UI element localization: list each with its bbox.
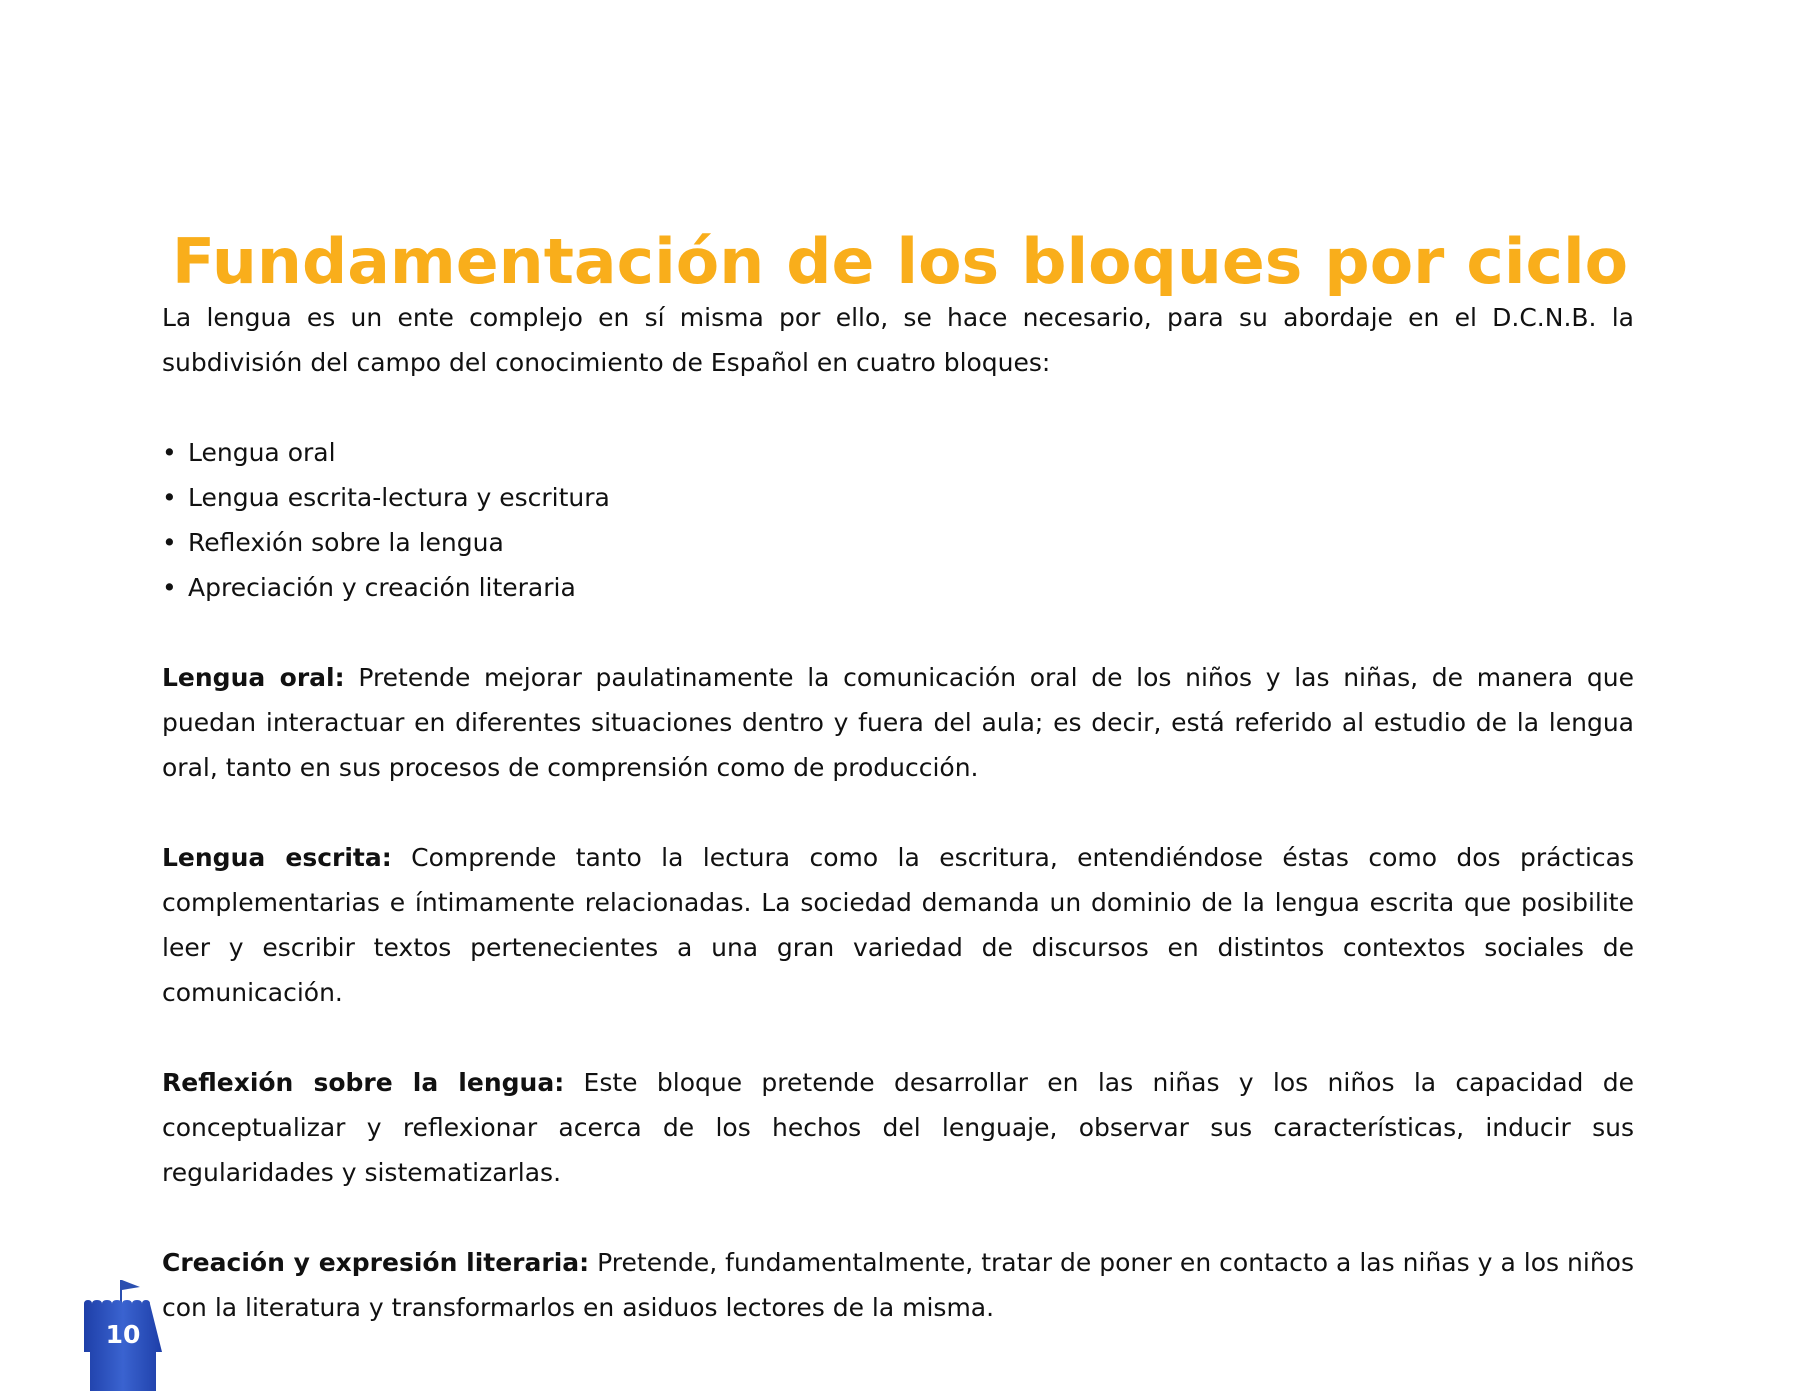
block-label: Lengua oral: [162, 663, 345, 692]
block-text: Este bloque pretende desarrollar en las niñas y los niños la capacidad de conceptualizar y reflexionar acerca de los hechos del lenguaje, observar sus características, inducir sus regularidades y sistematizarlas. [162, 1068, 1635, 1187]
block-lengua-escrita [162, 835, 1634, 1015]
page-number: 10 [105, 1320, 141, 1349]
list-item [162, 565, 1634, 610]
intro-paragraph: La lengua es un ente complejo en sí misma por ello, se hace necesario, para su abordaje en el D.C.N.B. la subdivisión del campo del conocimiento de Español en cuatro bloques: [162, 303, 1634, 377]
block-text: Pretende, fundamentalmente, tratar de poner en contacto a las niñas y a los niños con la literatura y transformarlos en asiduos lectores de la misma. [162, 1248, 1634, 1322]
block-text: Comprende tanto la lectura como la escritura, entendiéndose éstas como dos prácticas complementarias e íntimamente relacionadas. La sociedad demanda un dominio de la lengua escrita que posibilite leer y escribir textos pertenecientes a una gran variedad de discursos en distintos contextos sociales de comunicación. [162, 843, 1635, 1007]
list-item-label: Apreciación y creación literaria [188, 573, 576, 602]
block-text: Pretende mejorar paulatinamente la comunicación oral de los niños y las niñas, de manera que puedan interactuar en diferentes situaciones dentro y fuera del aula; es decir, está referido al estudio de la lengua oral, tanto en sus procesos de comprensión como de producción. [162, 663, 1634, 782]
bullet-icon: • [162, 438, 177, 467]
block-lengua-oral [162, 655, 1634, 790]
page-number-badge [82, 1278, 164, 1391]
block-label: Reflexión sobre la lengua: [162, 1068, 565, 1097]
bullet-icon: • [162, 573, 177, 602]
block-creacion [162, 1240, 1634, 1330]
bullet-icon: • [162, 528, 177, 557]
body-content [162, 295, 1634, 1375]
block-label: Creación y expresión literaria: [162, 1248, 590, 1277]
block-label: Lengua escrita: [162, 843, 392, 872]
list-item-label: Lengua escrita-lectura y escritura [188, 483, 610, 512]
page-title: Fundamentación de los bloques por ciclo [171, 224, 1629, 298]
list-item [162, 430, 1634, 475]
blocks-list [162, 430, 1634, 610]
bullet-icon: • [162, 483, 177, 512]
list-item-label: Reflexión sobre la lengua [188, 528, 504, 557]
block-reflexion [162, 1060, 1634, 1195]
list-item [162, 475, 1634, 520]
list-item [162, 520, 1634, 565]
list-item-label: Lengua oral [188, 438, 336, 467]
